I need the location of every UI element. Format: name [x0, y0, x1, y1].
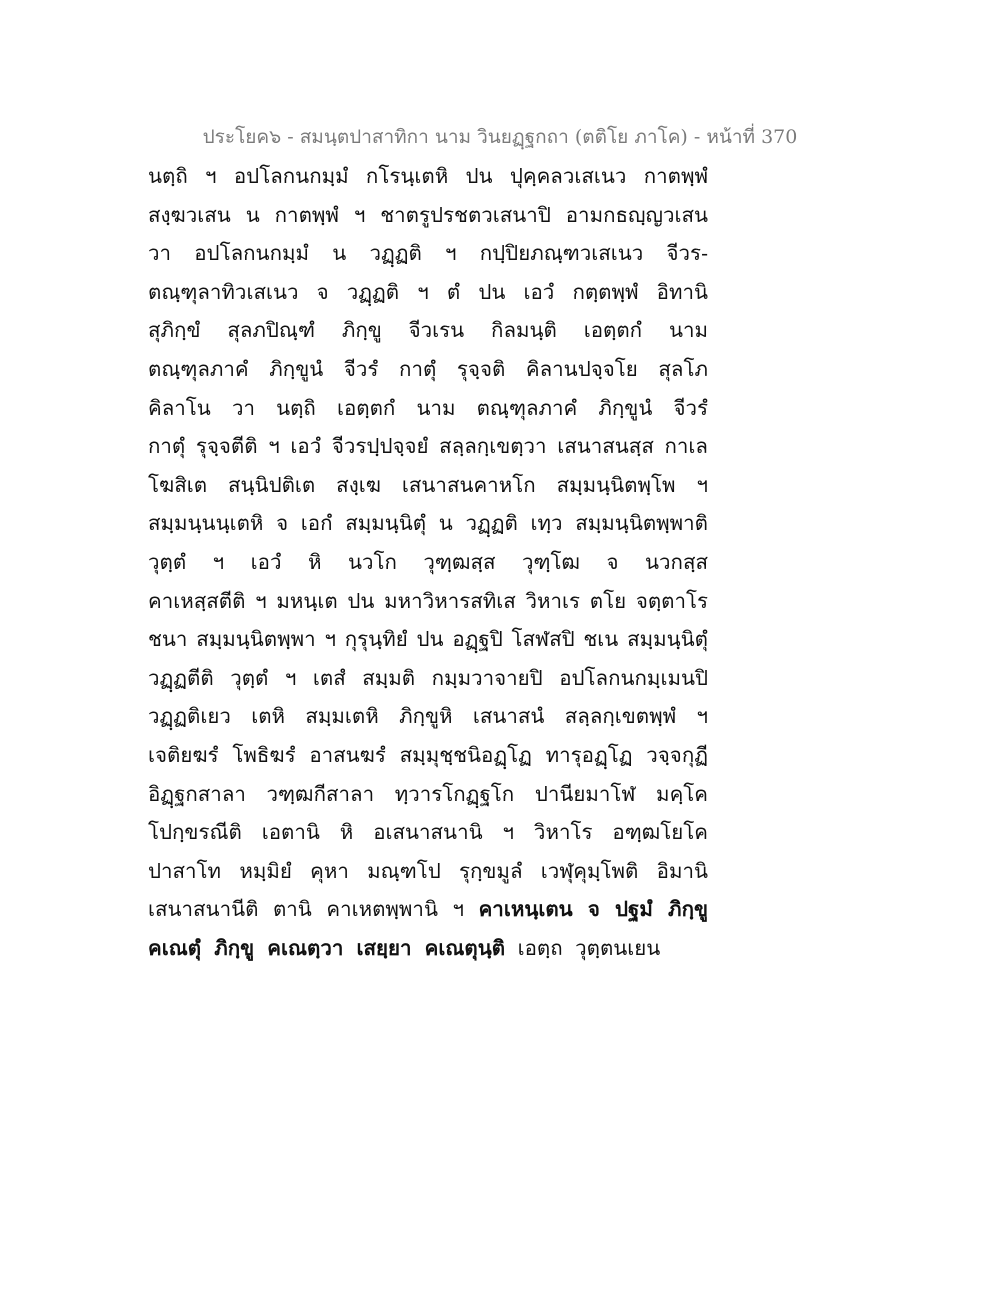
- text-line: กาตุํ รุจฺจตีติ ฯ เอวํ จีวรปฺปจฺจยํ สลฺลกฺเขตฺวา เสนาสนสฺส กาเล: [148, 434, 708, 459]
- bold-text-segment: คาเหนฺเตน จ ปฐมํ ภิกฺขู: [478, 897, 708, 922]
- text-line: [148, 890, 708, 929]
- text-segment: เอตฺถ วุตฺตนเยน: [517, 935, 661, 960]
- text-line: ตณฺฑุลาทิวเสเนว จ วฏฺฏติ ฯ ตํ ปน เอวํ กตฺตพฺพํ อิทานิ: [148, 279, 708, 304]
- running-header: ประโยค๖ - สมนฺตปาสาทิกา นาม วินยฏฺฐกถา (ตติโย ภาโค) - หน้าที่ 370: [202, 126, 798, 148]
- bold-text-segment: คเณตุํ ภิกฺขู คเณตฺวา เสยฺยา คเณตุนฺติ: [148, 935, 506, 960]
- text-line: วฏฺฏติเยว เตหิ สมฺมเตหิ ภิกฺขูหิ เสนาสนํ สลฺลกฺเขตพฺพํ ฯ: [148, 704, 708, 729]
- text-line: ปาสาโท หมฺมิยํ คุหา มณฺฑโป รุกฺขมูลํ เวฬุคุมฺโพติ อิมานิ: [148, 858, 708, 883]
- text-line: สุภิกฺขํ สุลภปิณฺฑํ ภิกฺขู จีวเรน กิลมนฺติ เอตฺตกํ นาม: [148, 318, 708, 343]
- text-line: วา อปโลกนกมฺมํ น วฏฺฏติ ฯ กปฺปิยภณฺฑวเสเนว จีวร-: [148, 241, 708, 266]
- text-line: สงฺฆวเสน น กาตพฺพํ ฯ ชาตรูปรชตวเสนาปิ อามกธญฺญวเสน: [148, 202, 708, 227]
- text-line: คิลาโน วา นตฺถิ เอตฺตกํ นาม ตณฺฑุลภาคํ ภิกฺขูนํ จีวรํ: [148, 395, 708, 420]
- text-line: วฏฺฏตีติ วุตฺตํ ฯ เตสํ สมฺมติ กมฺมวาจายปิ อปโลกนกมฺเมนปิ: [148, 665, 708, 690]
- text-line: คาเหสฺสตีติ ฯ มหนฺเต ปน มหาวิหารสทิเส วิหาเร ตโย จตฺตาโร: [148, 588, 708, 613]
- text-line: นตฺถิ ฯ อปโลกนกมฺมํ กโรนฺเตหิ ปน ปุคฺคลวเสเนว กาตพฺพํ: [148, 164, 708, 188]
- text-line: ตณฺฑุลภาคํ ภิกฺขูนํ จีวรํ กาตุํ รุจฺจติ คิลานปจฺจโย สุลโภ: [148, 356, 708, 381]
- text-line: อิฏฺฐกสาลา วฑฺฒกีสาลา ทฺวารโกฏฺฐโก ปานียมาโฬ มคฺโค: [148, 781, 708, 806]
- text-line: [148, 929, 708, 968]
- text-line: โฆสิเต สนฺนิปติเต สงฺเฆ เสนาสนคาหโก สมฺมนฺนิตพฺโพ ฯ: [148, 472, 708, 497]
- text-line: สมฺมนฺนนฺเตหิ จ เอกํ สมฺมนฺนิตุํ น วฏฺฏติ เทฺว สมฺมนฺนิตพฺพาติ: [148, 511, 708, 536]
- text-segment: เสนาสนานีติ ตานิ คาเหตพฺพานิ ฯ: [148, 897, 465, 922]
- text-line: วุตฺตํ ฯ เอวํ หิ นวโก วุฑฺฒสฺส วุฑฺโฒ จ นวกสฺส: [148, 549, 708, 574]
- text-line: โปกฺขรณีติ เอตานิ หิ อเสนาสนานิ ฯ วิหาโร อฑฺฒโยโค: [148, 820, 708, 845]
- text-line: เจติยฆรํ โพธิฆรํ อาสนฆรํ สมฺมุชฺชนิอฏฺโฏ ทารุอฏฺโฏ วจฺจกุฏี: [148, 742, 708, 767]
- body-text: [148, 157, 708, 967]
- text-line: ชนา สมฺมนฺนิตพฺพา ฯ กุรุนฺทิยํ ปน อฏฺฐปิ โสฬสปิ ชเน สมฺมนฺนิตุํ: [148, 627, 708, 652]
